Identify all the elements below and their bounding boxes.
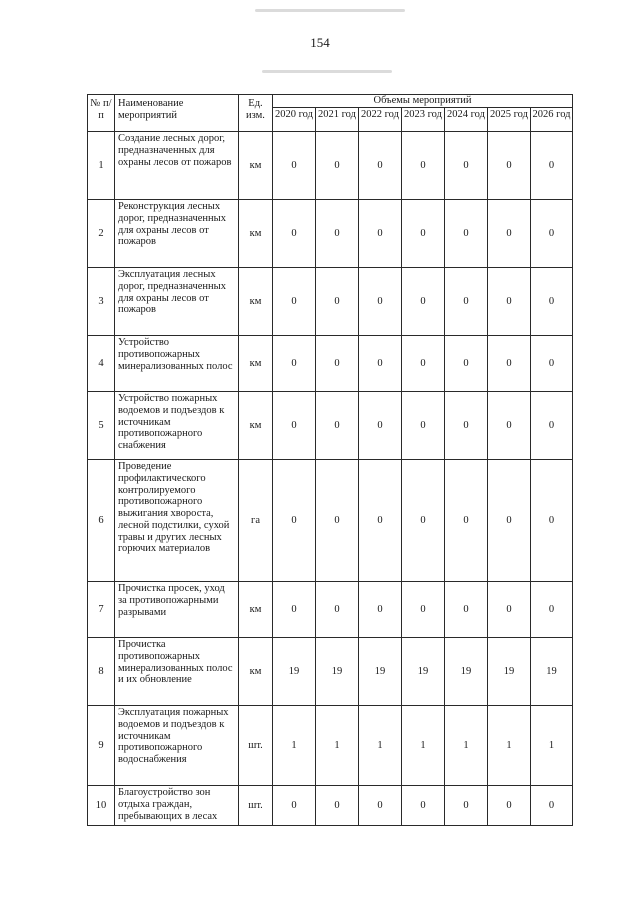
row-number: 5 xyxy=(88,392,115,460)
measure-name: Прочистка просек, уход за противопожарными разрывами xyxy=(115,582,239,638)
measures-table xyxy=(87,94,573,826)
measure-value: 0 xyxy=(273,786,316,826)
table-row xyxy=(88,132,573,200)
measure-value: 0 xyxy=(531,268,573,336)
measure-name: Эксплуатация лесных дорог, предназначенных для охраны лесов от пожаров xyxy=(115,268,239,336)
measure-value: 0 xyxy=(488,392,531,460)
measure-name: Реконструкция лесных дорог, предназначенных для охраны лесов от пожаров xyxy=(115,200,239,268)
row-number: 2 xyxy=(88,200,115,268)
measure-value: 0 xyxy=(402,582,445,638)
measure-name: Прочистка противопожарных минерализованных полос и их обновление xyxy=(115,638,239,706)
measure-value: 0 xyxy=(359,132,402,200)
measure-value: 1 xyxy=(488,706,531,786)
measure-value: 0 xyxy=(488,200,531,268)
header-year: 2025 год xyxy=(488,108,531,132)
row-number: 8 xyxy=(88,638,115,706)
header-year: 2022 год xyxy=(359,108,402,132)
measure-value: 0 xyxy=(316,200,359,268)
measure-value: 0 xyxy=(488,336,531,392)
measure-value: 19 xyxy=(402,638,445,706)
table-row xyxy=(88,460,573,582)
row-number: 4 xyxy=(88,336,115,392)
measure-value: 0 xyxy=(273,392,316,460)
measure-name: Создание лесных дорог, предназначенных для охраны лесов от пожаров xyxy=(115,132,239,200)
header-year: 2020 год xyxy=(273,108,316,132)
measure-value: 19 xyxy=(273,638,316,706)
measure-value: 0 xyxy=(316,132,359,200)
measure-value: 0 xyxy=(445,460,488,582)
measure-value: 0 xyxy=(273,200,316,268)
header-year: 2024 год xyxy=(445,108,488,132)
measure-value: 19 xyxy=(316,638,359,706)
measure-value: 0 xyxy=(488,786,531,826)
measure-name: Проведение профилактического контролируемого противопожарного выжигания хвороста, лесной подстилки, сухой травы и других лесных горючих материалов xyxy=(115,460,239,582)
measure-value: 0 xyxy=(531,200,573,268)
measure-value: 1 xyxy=(316,706,359,786)
measure-value: 0 xyxy=(273,268,316,336)
measure-value: 0 xyxy=(531,786,573,826)
measure-value: 0 xyxy=(488,132,531,200)
measure-unit: км xyxy=(239,132,273,200)
measure-name: Устройство пожарных водоемов и подъездов к источникам противопожарного снабжения xyxy=(115,392,239,460)
measure-value: 0 xyxy=(445,200,488,268)
measure-value: 0 xyxy=(359,200,402,268)
measure-unit: км xyxy=(239,200,273,268)
table-row xyxy=(88,706,573,786)
header-volume: Объемы мероприятий xyxy=(273,95,573,108)
header-year: 2021 год xyxy=(316,108,359,132)
measure-value: 0 xyxy=(445,582,488,638)
measure-value: 0 xyxy=(402,460,445,582)
measures-table-body xyxy=(88,132,573,826)
measure-value: 0 xyxy=(402,392,445,460)
table-row xyxy=(88,638,573,706)
table-row xyxy=(88,786,573,826)
header-name: Наименование мероприятий xyxy=(115,95,239,132)
measure-value: 0 xyxy=(531,582,573,638)
table-row xyxy=(88,200,573,268)
measure-value: 0 xyxy=(316,336,359,392)
table-row xyxy=(88,392,573,460)
measure-value: 0 xyxy=(531,392,573,460)
measure-value: 0 xyxy=(359,786,402,826)
measure-value: 1 xyxy=(273,706,316,786)
measure-value: 0 xyxy=(445,132,488,200)
measure-value: 0 xyxy=(445,786,488,826)
table-row xyxy=(88,582,573,638)
measure-value: 0 xyxy=(488,268,531,336)
measure-value: 0 xyxy=(316,786,359,826)
row-number: 7 xyxy=(88,582,115,638)
measure-value: 19 xyxy=(488,638,531,706)
measure-value: 1 xyxy=(359,706,402,786)
row-number: 9 xyxy=(88,706,115,786)
measure-unit: км xyxy=(239,268,273,336)
measure-value: 0 xyxy=(488,460,531,582)
measure-value: 0 xyxy=(316,582,359,638)
measure-value: 0 xyxy=(402,132,445,200)
measure-unit: га xyxy=(239,460,273,582)
measure-value: 0 xyxy=(273,132,316,200)
row-number: 10 xyxy=(88,786,115,826)
measure-value: 0 xyxy=(359,392,402,460)
table-row xyxy=(88,336,573,392)
measure-value: 0 xyxy=(359,582,402,638)
scan-artifact xyxy=(255,9,405,12)
measure-unit: км xyxy=(239,336,273,392)
measure-unit: шт. xyxy=(239,706,273,786)
measure-value: 0 xyxy=(531,460,573,582)
measure-unit: км xyxy=(239,582,273,638)
measure-name: Эксплуатация пожарных водоемов и подъездов к источникам противопожарного водоснабжения xyxy=(115,706,239,786)
row-number: 3 xyxy=(88,268,115,336)
header-number: № п/п xyxy=(88,95,115,132)
row-number: 6 xyxy=(88,460,115,582)
measure-value: 19 xyxy=(445,638,488,706)
measure-value: 0 xyxy=(445,268,488,336)
measure-value: 0 xyxy=(531,132,573,200)
measure-value: 0 xyxy=(531,336,573,392)
measure-value: 1 xyxy=(445,706,488,786)
header-year: 2026 год xyxy=(531,108,573,132)
measure-value: 1 xyxy=(531,706,573,786)
measure-value: 19 xyxy=(531,638,573,706)
measure-value: 0 xyxy=(402,200,445,268)
measure-value: 0 xyxy=(359,268,402,336)
table-row xyxy=(88,268,573,336)
scan-artifact xyxy=(262,70,392,73)
measure-value: 19 xyxy=(359,638,402,706)
measure-value: 0 xyxy=(316,268,359,336)
measure-value: 0 xyxy=(273,336,316,392)
measure-name: Устройство противопожарных минерализованных полос xyxy=(115,336,239,392)
measure-value: 0 xyxy=(402,336,445,392)
header-year: 2023 год xyxy=(402,108,445,132)
measure-unit: км xyxy=(239,392,273,460)
page-number: 154 xyxy=(310,35,330,50)
measure-value: 0 xyxy=(488,582,531,638)
measure-name: Благоустройство зон отдыха граждан, пребывающих в лесах xyxy=(115,786,239,826)
measure-value: 1 xyxy=(402,706,445,786)
measure-value: 0 xyxy=(445,392,488,460)
measure-value: 0 xyxy=(316,392,359,460)
measure-value: 0 xyxy=(359,336,402,392)
measure-unit: км xyxy=(239,638,273,706)
measure-value: 0 xyxy=(359,460,402,582)
measure-value: 0 xyxy=(402,786,445,826)
measure-unit: шт. xyxy=(239,786,273,826)
measure-value: 0 xyxy=(273,460,316,582)
measure-value: 0 xyxy=(445,336,488,392)
row-number: 1 xyxy=(88,132,115,200)
measure-value: 0 xyxy=(273,582,316,638)
measure-value: 0 xyxy=(316,460,359,582)
measure-value: 0 xyxy=(402,268,445,336)
header-unit: Ед. изм. xyxy=(239,95,273,132)
